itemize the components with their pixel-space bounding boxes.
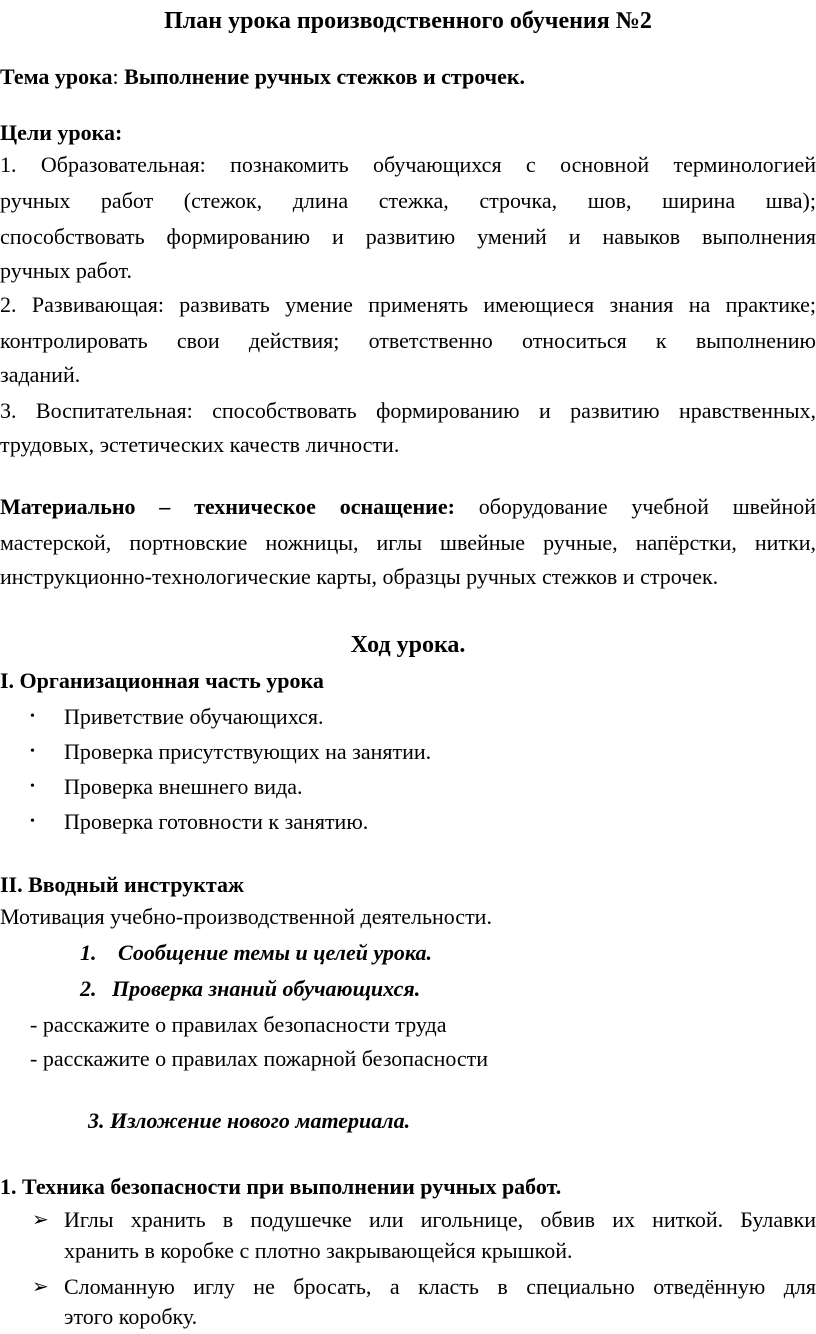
document-title: План урока производственного обучения №2 — [164, 8, 652, 34]
goals-line: трудовых, эстетических качеств личности. — [0, 432, 400, 457]
goals-line: способствовать формированию и развитию умений и навыков выполнения — [0, 224, 816, 249]
safety-heading: 1. Техника безопасности при выполнении ручных работ. — [0, 1174, 562, 1199]
topic-colon: : — [112, 64, 119, 89]
goals-line: 3. Воспитательная: способствовать формированию и развитию нравственных, — [0, 398, 816, 423]
goals-heading: Цели урока: — [0, 120, 123, 145]
question-item: - расскажите о правилах пожарной безопасности — [30, 1046, 489, 1071]
arrow-bullet-icon: ➢ — [32, 1276, 49, 1298]
goals-line: заданий. — [0, 362, 81, 387]
motivation-text: Мотивация учебно-производственной деятельности. — [0, 904, 492, 929]
topic-value: Выполнение ручных стежков и строчек. — [118, 64, 526, 89]
list-item: Проверка присутствующих на занятии. — [64, 739, 432, 764]
progress-heading: Ход урока. — [350, 632, 466, 658]
equipment-line: мастерской, портновские ножницы, иглы швейные ручные, напёрстки, нитки, — [0, 530, 816, 555]
question-item: - расскажите о правилах безопасности труда — [30, 1012, 447, 1037]
safety-item-line: Иглы хранить в подушечке или игольнице, обвив их ниткой. Булавки — [64, 1207, 816, 1232]
goals-line: ручных работ (стежок, длина стежка, строчка, шов, ширина шва); — [0, 188, 816, 213]
step3-heading: 3. Изложение нового материала. — [88, 1108, 411, 1133]
lesson-topic — [0, 62, 525, 92]
arrow-bullet-icon: ➢ — [32, 1209, 49, 1231]
bullet-icon: • — [30, 779, 35, 794]
equipment-text: оборудование учебной швейной — [454, 494, 816, 519]
bullet-icon: • — [30, 709, 35, 724]
goals-line: контролировать свои действия; ответственно относиться к выполнению — [0, 328, 816, 353]
goals-line: 1. Образовательная: познакомить обучающихся с основной терминологией — [0, 152, 816, 177]
bullet-icon: • — [30, 744, 35, 759]
list-item: Проверка внешнего вида. — [64, 774, 303, 799]
equipment-label: Материально – техническое оснащение: — [0, 494, 455, 519]
bullet-icon: • — [30, 814, 35, 829]
numbered-item-text: Сообщение темы и целей урока. — [118, 940, 433, 965]
equipment-line: инструкционно-технологические карты, образцы ручных стежков и строчек. — [0, 564, 719, 589]
safety-item-line: этого коробку. — [64, 1304, 198, 1329]
list-item: Проверка готовности к занятию. — [64, 809, 369, 834]
topic-label: Тема урока — [0, 64, 113, 89]
numbered-item-number: 2. — [80, 976, 97, 1001]
goals-line: ручных работ. — [0, 258, 132, 283]
section1-heading: I. Организационная часть урока — [0, 668, 324, 693]
numbered-item-number: 1. — [80, 940, 97, 965]
safety-item-line: хранить в коробке с плотно закрывающейся крышкой. — [64, 1238, 573, 1263]
goals-line: 2. Развивающая: развивать умение применять имеющиеся знания на практике; — [0, 292, 816, 317]
list-item: Приветствие обучающихся. — [64, 704, 324, 729]
numbered-item-text: Проверка знаний обучающихся. — [112, 976, 421, 1001]
safety-item-line: Сломанную иглу не бросать, а класть в специально отведённую для — [64, 1274, 816, 1299]
section2-heading: II. Вводный инструктаж — [0, 872, 244, 897]
equipment-first-line — [0, 492, 816, 522]
